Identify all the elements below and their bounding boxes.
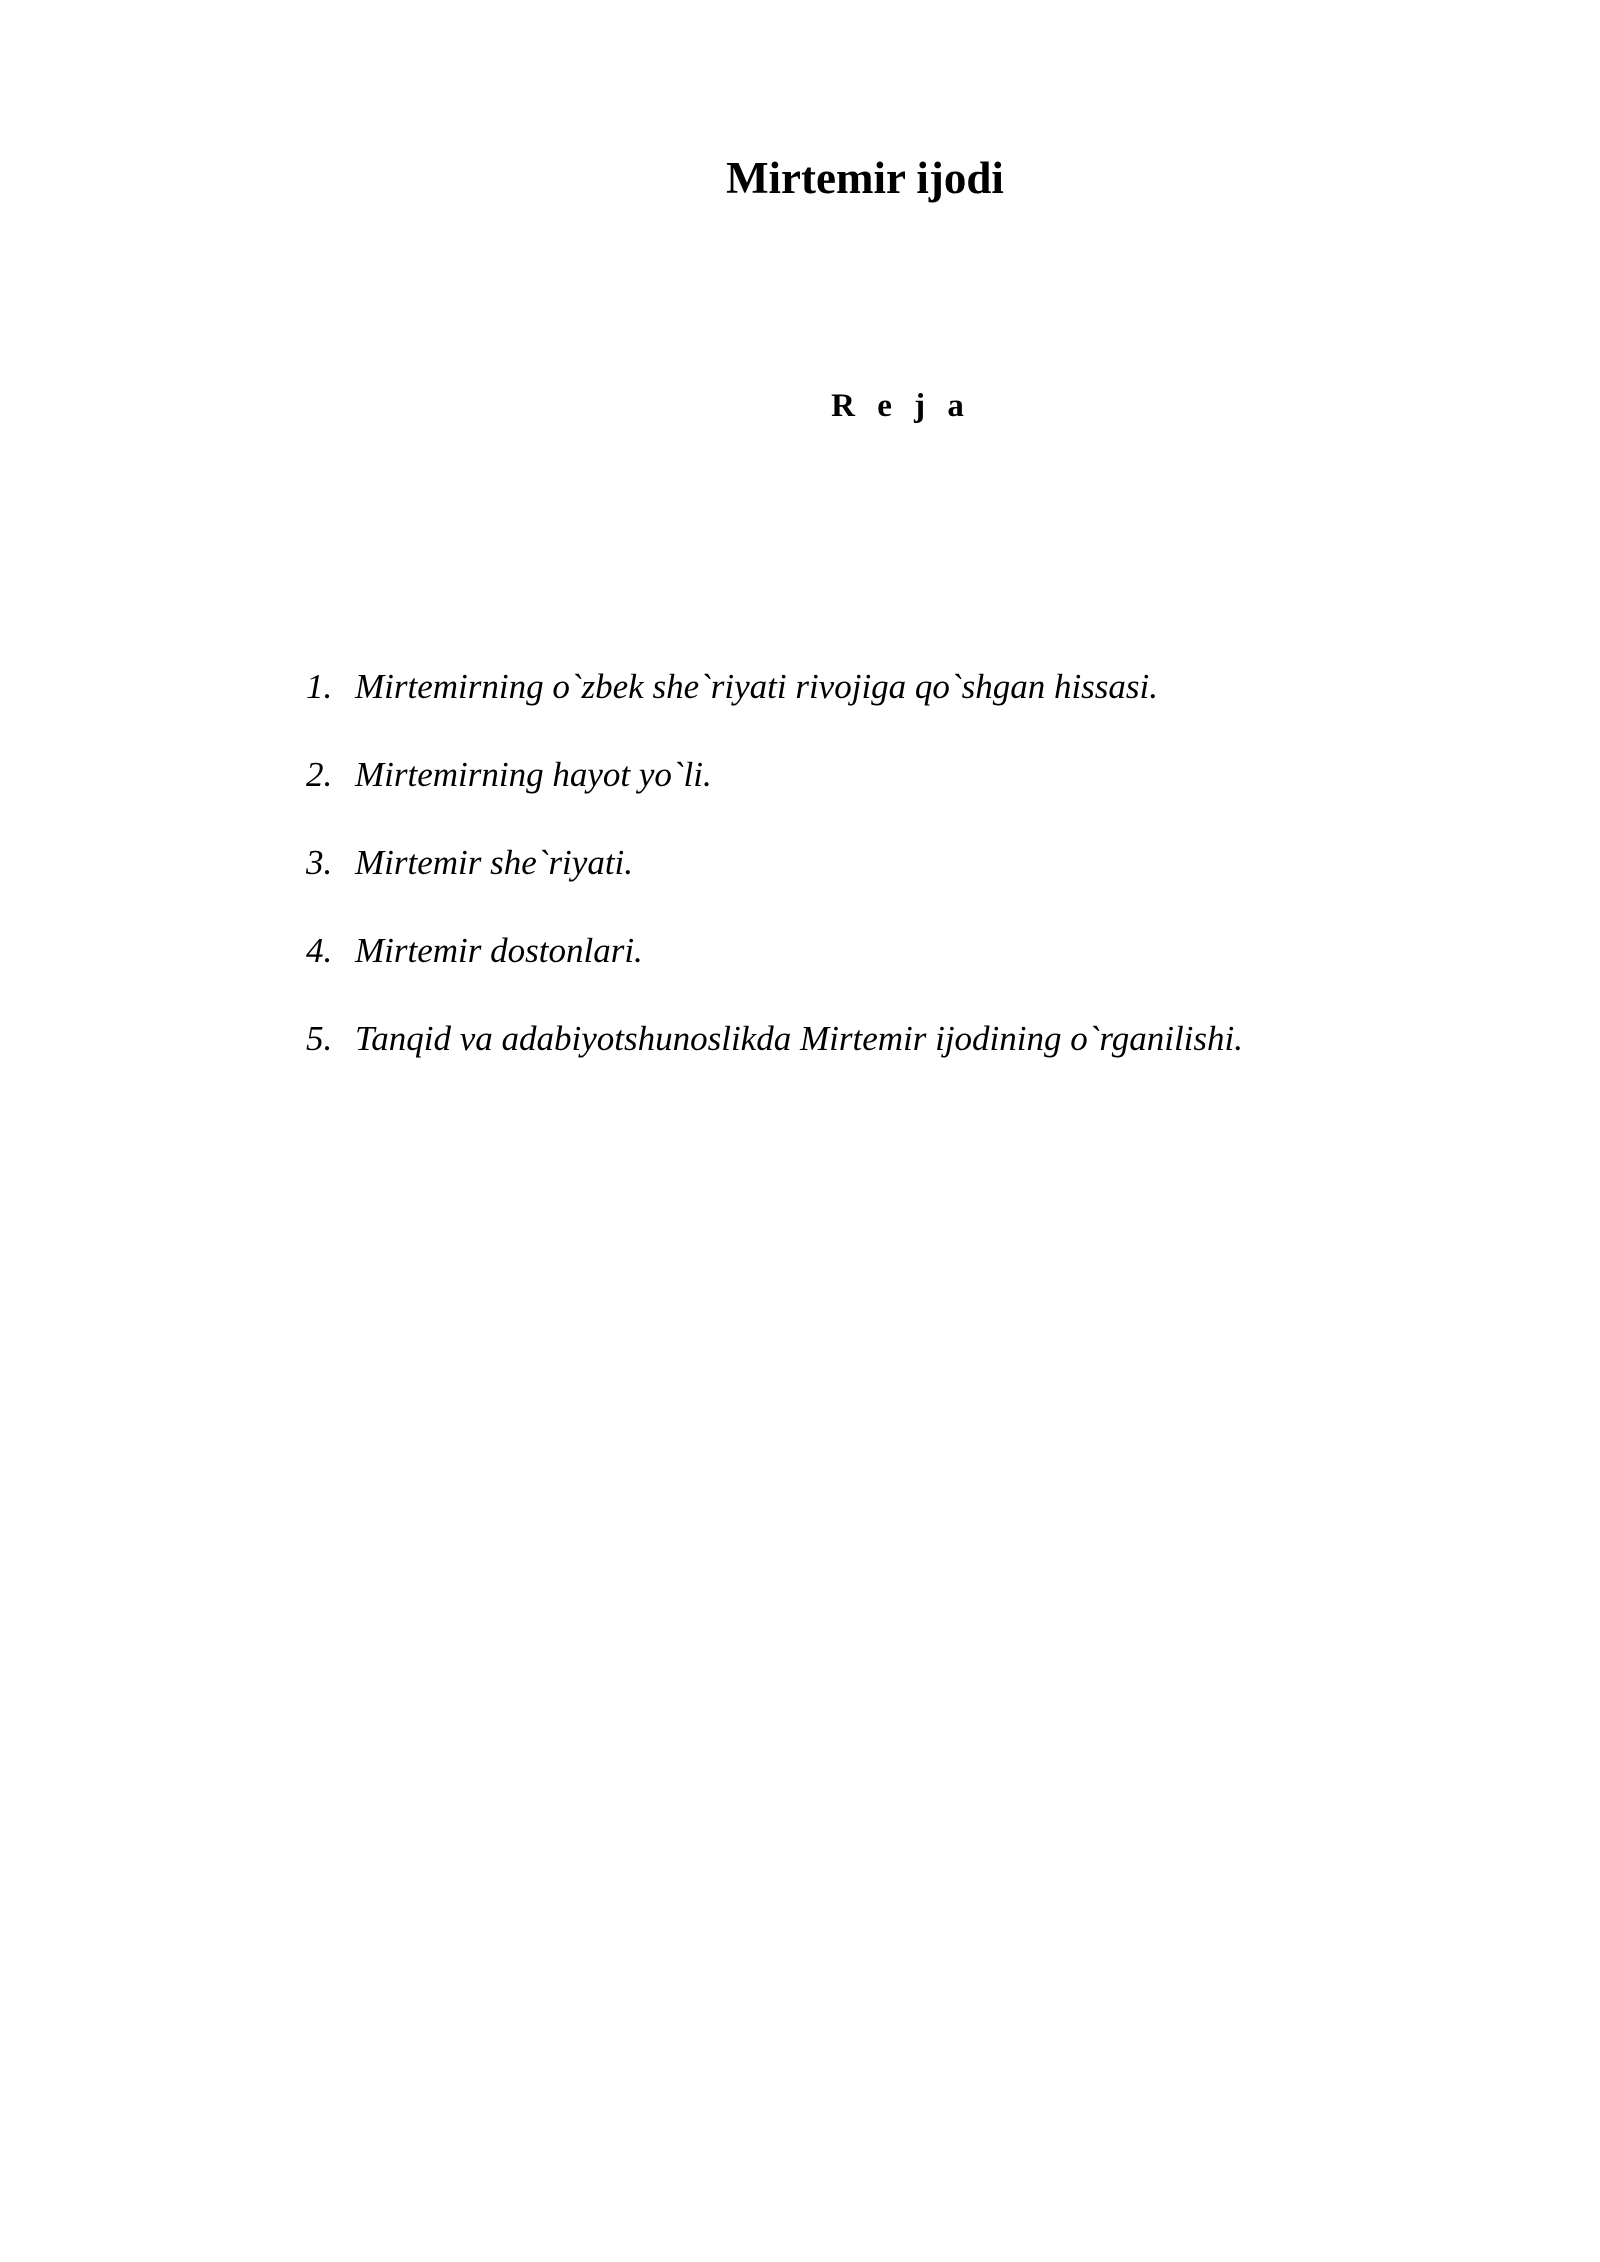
plan-item-1 (0, 665, 1600, 753)
plan-item-5 (0, 1017, 1600, 1105)
plan-item-text: Mirtemir dostonlari. (355, 931, 643, 970)
plan-item-number: 3. (306, 843, 333, 882)
document-title: Mirtemir ijodi (726, 153, 1004, 203)
plan-list (0, 665, 1600, 1105)
plan-item-4 (0, 929, 1600, 1017)
plan-heading: R e j a (831, 388, 971, 424)
plan-item-text: Mirtemir she`riyati. (355, 843, 634, 882)
plan-item-number: 2. (306, 755, 333, 794)
plan-item-text: Tanqid va adabiyotshunoslikda Mirtemir ijodining o`rganilishi. (355, 1019, 1243, 1058)
plan-item-3 (0, 841, 1600, 929)
plan-item-text: Mirtemirning hayot yo`li. (355, 755, 712, 794)
plan-item-text: Mirtemirning o`zbek she`riyati rivojiga qo`shgan hissasi. (355, 667, 1159, 706)
plan-item-number: 1. (306, 667, 333, 706)
plan-item-2 (0, 753, 1600, 841)
plan-item-number: 5. (306, 1019, 333, 1058)
plan-item-number: 4. (306, 931, 333, 970)
